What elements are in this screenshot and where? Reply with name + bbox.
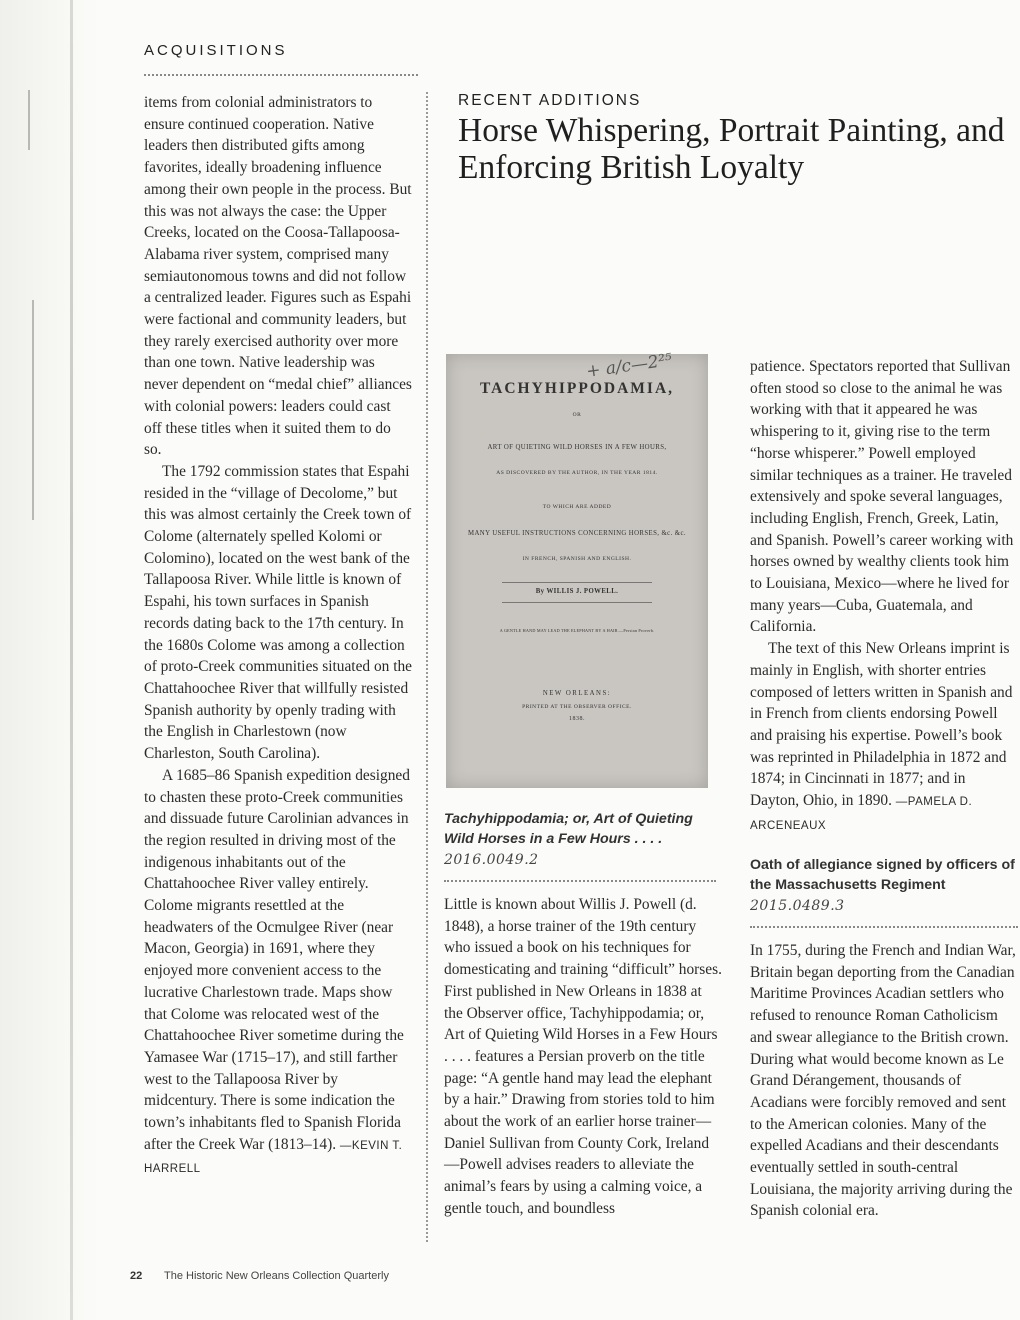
caption-rule	[444, 880, 716, 882]
item2-body	[750, 940, 1018, 1222]
paragraph	[144, 765, 412, 1181]
header-rule	[144, 74, 418, 76]
scan-instructions: MANY USEFUL INSTRUCTIONS CONCERNING HORSES, &c. &c.	[468, 530, 686, 537]
paragraph: The 1792 commission states that Espahi resided in the “village of Decolome,” but this was almost certainly the Creek town of Colome (alternately spelled Kolomi or Colomino), located on the west bank of the Tallapoosa River. While little is known of Espahi, his town surfaces in Spanish records dating back to the 17th century. In the 1680s Colome was among a collection of proto-Creek communities situated on the Chattahoochee River that willfully resisted Spanish authority by openly trading with the English in Charlestown (now Charleston, South Carolina).	[144, 462, 412, 763]
binding-mark	[28, 90, 30, 150]
scan-rule	[502, 602, 652, 603]
scan-title: TACHYHIPPODAMIA,	[479, 380, 675, 397]
scan-to-which: TO WHICH ARE ADDED	[542, 504, 612, 510]
author-byline: —KEVIN T. HARRELL	[144, 1139, 403, 1176]
scan-languages: IN FRENCH, SPANISH AND ENGLISH.	[522, 556, 632, 562]
paragraph: In 1755, during the French and Indian War, Britain began deporting from the Canadian Maritime Provinces Acadian settlers who refused to renounce Roman Catholicism and swear allegiance to the British crown. During what would become known as Le Grand Dérangement, thousands of Acadians were forcibly removed and sent to the American colonies. Many of the expelled Acadians and their descendants eventually settled in south-central Louisiana, the majority arriving during the Spanish colonial era.	[750, 942, 1016, 1220]
item1-accession-number: 2016.0049.2	[444, 852, 539, 868]
caption-rule	[750, 926, 1018, 928]
item1-caption: Tachyhippodamia; or, Art of Quieting Wild Horses in a Few Hours . . . .	[444, 811, 693, 847]
paragraph: items from colonial administrators to ensure continued cooperation. Native leaders then distributed gifts among favorites, ideally broadening influence among their own people in the process. But this was not always the case: the Upper Creeks, located on the Coosa-Tallapoosa-Alabama river system, comprised many semiautonomous towns and did not follow a centralized leader. Figures such as Espahi were factional and community leaders, but they rarely exercised authority over more than one town. Native leadership was never dependent on “medal chief” alliances with colonial powers: leaders could cast off these titles when it suited them to do so.	[144, 94, 412, 459]
column-divider	[426, 92, 428, 1242]
paragraph: patience. Spectators reported that Sullivan often stood so close to the animal he was working with that it appeared he was whispering to it, giving rise to the term “horse whisperer.” Powell employed similar techniques as a trainer. He traveled extensively and spoke several languages, including English, French, Greek, Latin, and Spanish. Powell’s career working with horses owned by wealthy clients took him to Louisiana, Mexico—where he lived for many years—Cuba, Guatemala, and California.	[750, 358, 1014, 636]
item2-caption: Oath of allegiance signed by officers of the Massachusetts Regiment	[750, 857, 1015, 893]
scan-author: By WILLIS J. POWELL.	[535, 588, 619, 595]
binding-mark	[32, 300, 34, 520]
item2-accession-number: 2015.0489.3	[750, 898, 845, 914]
scan-discovered: AS DISCOVERED BY THE AUTHOR, IN THE YEAR 1814.	[496, 470, 658, 476]
handwritten-note: + a/c—2²⁵	[585, 350, 674, 382]
binding-crease	[70, 0, 73, 1320]
scan-year: 1838.	[569, 716, 585, 722]
scan-proverb: A GENTLE HAND MAY LEAD THE ELEPHANT BY A HAIR.—Persian Proverb.	[499, 628, 655, 633]
scan-rule	[502, 582, 652, 583]
book-title-page-image	[446, 350, 708, 788]
scan-subtitle: ART OF QUIETING WILD HORSES IN A FEW HOURS,	[487, 444, 667, 451]
right-column	[750, 356, 1018, 837]
paragraph: Little is known about Willis J. Powell (d. 1848), a horse trainer of the 19th century who issued a book on his techniques for domesticating and training “difficult” horses. First published in New Orleans in 1838 at the Observer office, Tachyhippodamia; or, Art of Quieting Wild Horses in a Few Hours . . . . features a Persian proverb on the title page: “A gentle hand may lead the elephant by a hair.” Drawing from stories told to him about the work of an earlier horse trainer—Daniel Sullivan from County Cork, Ireland—Powell advises readers to alleviate the animal’s fears by using a calming voice, a gentle touch, and boundless	[444, 896, 722, 1217]
middle-column	[444, 894, 722, 1220]
scan-or: OR	[572, 412, 582, 418]
paragraph-text: A 1685–86 Spanish expedition designed to chasten these proto-Creek communities and dissuade future Carolinian advances in the region resulted in driving most of the indigenous inhabitants out of the Chattahoochee River valley entirely. Colome migrants resettled at the headwaters of the Ocmulgee River (near Macon, Georgia) in 1691, where they enjoyed more convenient access to the lucrative Charlestown trade. Maps show that Colome was relocated west of the Chattahoochee River sometime during the Yamasee War (1715–17), and still farther west to the Tallapoosa River by midcentury. There is some indication the town’s inhabitants fled to Spanish Florida after the Creek War (1813–14).	[144, 766, 410, 1153]
left-column	[144, 92, 412, 1181]
page-number: 22	[130, 1270, 143, 1282]
feature-headline: Horse Whispering, Portrait Painting, and Enforcing British Loyalty	[458, 112, 1005, 186]
section-header: ACQUISITIONS	[144, 42, 288, 59]
scan-printer: PRINTED AT THE OBSERVER OFFICE.	[522, 704, 632, 710]
feature-kicker: RECENT ADDITIONS	[458, 92, 642, 109]
paragraph-text: The text of this New Orleans imprint is mainly in English, with shorter entries composed of letters written in Spanish and in French from clients endorsing Powell and praising his expertise. Powell’s book was reprinted in Philadelphia in 1872 and 1874; in Cincinnati in 1877; and in Dayton, Ohio, in 1890.	[750, 640, 1013, 810]
paragraph	[750, 638, 1018, 837]
page-binding-shadow	[0, 0, 100, 1320]
scan-city: NEW ORLEANS:	[542, 690, 612, 697]
publication-name: The Historic New Orleans Collection Quarterly	[164, 1270, 389, 1282]
author-byline: —PAMELA D. ARCENEAUX	[750, 796, 973, 832]
